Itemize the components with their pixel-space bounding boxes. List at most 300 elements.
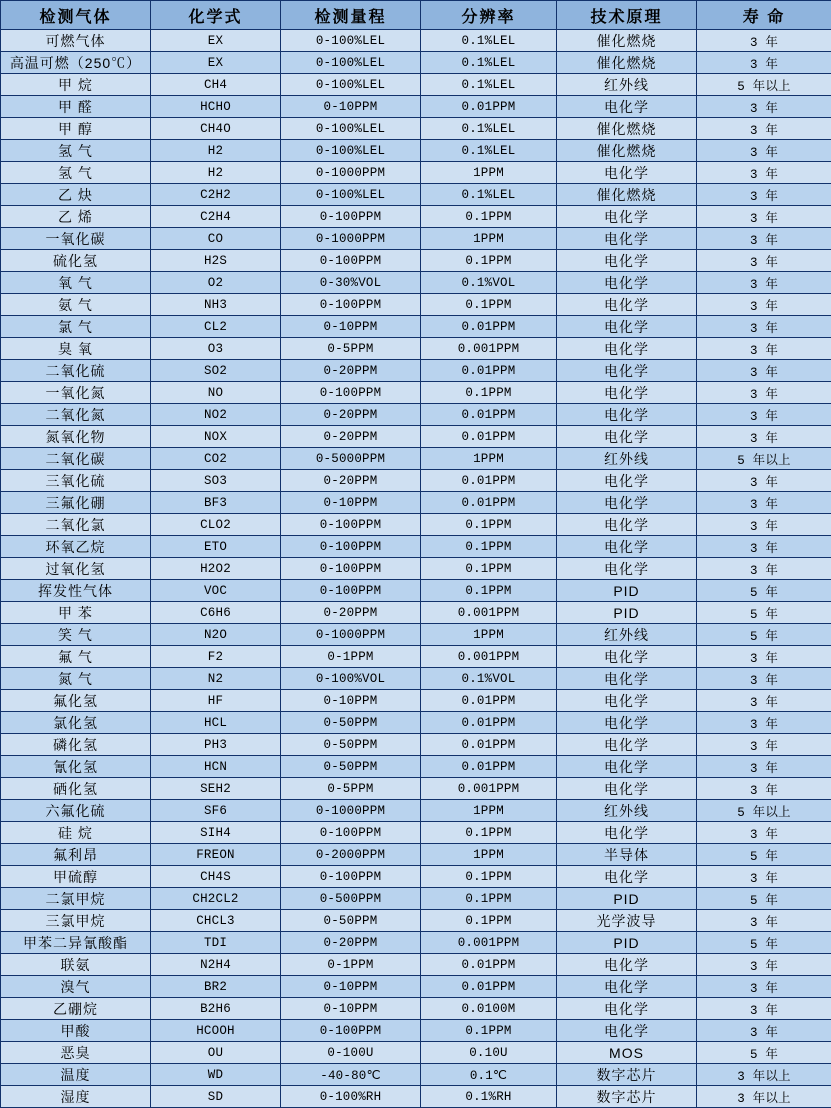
cell-formula: HCOOH <box>151 1020 281 1042</box>
cell-range: 0-30%VOL <box>281 272 421 294</box>
cell-gas: 氨 气 <box>1 294 151 316</box>
cell-gas: 甲 烷 <box>1 74 151 96</box>
cell-gas: 二氧化硫 <box>1 360 151 382</box>
cell-range: 0-100%LEL <box>281 184 421 206</box>
table-row <box>1 316 831 338</box>
cell-principle: 电化学 <box>557 536 697 558</box>
table-row <box>1 844 831 866</box>
cell-resolution: 1PPM <box>421 162 557 184</box>
cell-resolution: 1PPM <box>421 228 557 250</box>
cell-principle: 电化学 <box>557 250 697 272</box>
cell-formula: NOX <box>151 426 281 448</box>
cell-formula: CLO2 <box>151 514 281 536</box>
cell-gas: 一氧化碳 <box>1 228 151 250</box>
table-row <box>1 228 831 250</box>
cell-gas: 氯 气 <box>1 316 151 338</box>
cell-lifetime: 3 年 <box>697 734 831 756</box>
cell-range: 0-5PPM <box>281 338 421 360</box>
cell-range: 0-20PPM <box>281 470 421 492</box>
cell-resolution: 0.1PPM <box>421 866 557 888</box>
cell-range: 0-100PPM <box>281 206 421 228</box>
cell-resolution: 0.01PPM <box>421 492 557 514</box>
table-row <box>1 778 831 800</box>
cell-lifetime: 3 年 <box>697 228 831 250</box>
column-header-lifetime: 寿 命 <box>697 1 831 30</box>
cell-gas: 联氨 <box>1 954 151 976</box>
cell-range: 0-100PPM <box>281 294 421 316</box>
cell-gas: 氟利昂 <box>1 844 151 866</box>
cell-resolution: 0.1%VOL <box>421 668 557 690</box>
cell-range: 0-10PPM <box>281 998 421 1020</box>
cell-principle: 电化学 <box>557 426 697 448</box>
cell-gas: 温度 <box>1 1064 151 1086</box>
cell-resolution: 0.01PPM <box>421 712 557 734</box>
cell-principle: 电化学 <box>557 360 697 382</box>
cell-resolution: 0.1PPM <box>421 910 557 932</box>
table-row <box>1 646 831 668</box>
cell-formula: O2 <box>151 272 281 294</box>
column-header-gas: 检测气体 <box>1 1 151 30</box>
cell-gas: 高温可燃（250℃） <box>1 52 151 74</box>
cell-resolution: 0.1PPM <box>421 294 557 316</box>
cell-principle: 催化燃烧 <box>557 184 697 206</box>
cell-lifetime: 5 年 <box>697 580 831 602</box>
cell-resolution: 0.10U <box>421 1042 557 1064</box>
cell-formula: N2 <box>151 668 281 690</box>
cell-range: 0-50PPM <box>281 712 421 734</box>
cell-range: 0-100PPM <box>281 514 421 536</box>
table-row <box>1 492 831 514</box>
cell-resolution: 1PPM <box>421 624 557 646</box>
cell-gas: 氢 气 <box>1 140 151 162</box>
cell-principle: 电化学 <box>557 338 697 360</box>
cell-range: 0-5PPM <box>281 778 421 800</box>
cell-lifetime: 3 年 <box>697 778 831 800</box>
cell-resolution: 0.1%LEL <box>421 184 557 206</box>
cell-range: -40-80℃ <box>281 1064 421 1086</box>
cell-gas: 乙硼烷 <box>1 998 151 1020</box>
cell-lifetime: 3 年 <box>697 756 831 778</box>
cell-resolution: 0.001PPM <box>421 646 557 668</box>
cell-gas: 甲酸 <box>1 1020 151 1042</box>
cell-gas: 恶臭 <box>1 1042 151 1064</box>
cell-principle: 催化燃烧 <box>557 52 697 74</box>
cell-lifetime: 5 年以上 <box>697 800 831 822</box>
cell-gas: 氮氧化物 <box>1 426 151 448</box>
cell-range: 0-5000PPM <box>281 448 421 470</box>
cell-gas: 一氧化氮 <box>1 382 151 404</box>
cell-formula: CO <box>151 228 281 250</box>
cell-resolution: 0.01PPM <box>421 756 557 778</box>
cell-gas: 可燃气体 <box>1 30 151 52</box>
cell-range: 0-100%VOL <box>281 668 421 690</box>
cell-formula: CL2 <box>151 316 281 338</box>
table-row <box>1 118 831 140</box>
cell-principle: PID <box>557 932 697 954</box>
table-row <box>1 976 831 998</box>
cell-range: 0-10PPM <box>281 976 421 998</box>
cell-range: 0-2000PPM <box>281 844 421 866</box>
cell-range: 0-100PPM <box>281 382 421 404</box>
cell-range: 0-50PPM <box>281 910 421 932</box>
table-row <box>1 404 831 426</box>
cell-gas: 硫化氢 <box>1 250 151 272</box>
cell-resolution: 0.1PPM <box>421 536 557 558</box>
cell-principle: 电化学 <box>557 272 697 294</box>
cell-lifetime: 3 年 <box>697 140 831 162</box>
cell-resolution: 0.01PPM <box>421 316 557 338</box>
cell-range: 0-100%RH <box>281 1086 421 1108</box>
cell-gas: 硅 烷 <box>1 822 151 844</box>
table-row <box>1 448 831 470</box>
cell-formula: HCHO <box>151 96 281 118</box>
table-row <box>1 998 831 1020</box>
cell-lifetime: 5 年 <box>697 602 831 624</box>
cell-range: 0-100%LEL <box>281 140 421 162</box>
table-row <box>1 514 831 536</box>
table-row <box>1 602 831 624</box>
cell-resolution: 0.01PPM <box>421 404 557 426</box>
cell-gas: 二氯甲烷 <box>1 888 151 910</box>
cell-lifetime: 3 年 <box>697 976 831 998</box>
cell-lifetime: 3 年 <box>697 30 831 52</box>
cell-lifetime: 3 年 <box>697 206 831 228</box>
cell-lifetime: 3 年 <box>697 998 831 1020</box>
cell-gas: 氟化氢 <box>1 690 151 712</box>
cell-gas: 氢 气 <box>1 162 151 184</box>
cell-formula: C2H4 <box>151 206 281 228</box>
cell-principle: 电化学 <box>557 822 697 844</box>
cell-resolution: 0.1PPM <box>421 206 557 228</box>
cell-lifetime: 3 年 <box>697 690 831 712</box>
cell-range: 0-100%LEL <box>281 118 421 140</box>
cell-range: 0-100U <box>281 1042 421 1064</box>
cell-formula: BF3 <box>151 492 281 514</box>
cell-resolution: 0.1%LEL <box>421 74 557 96</box>
cell-principle: 电化学 <box>557 866 697 888</box>
table-row <box>1 184 831 206</box>
table-row <box>1 162 831 184</box>
cell-principle: 数字芯片 <box>557 1064 697 1086</box>
cell-lifetime: 3 年 <box>697 492 831 514</box>
cell-gas: 甲 醛 <box>1 96 151 118</box>
cell-lifetime: 5 年 <box>697 1042 831 1064</box>
cell-formula: PH3 <box>151 734 281 756</box>
table-row <box>1 30 831 52</box>
cell-resolution: 0.0100M <box>421 998 557 1020</box>
cell-resolution: 0.1%LEL <box>421 140 557 162</box>
table-row <box>1 1020 831 1042</box>
cell-resolution: 0.001PPM <box>421 932 557 954</box>
cell-formula: HF <box>151 690 281 712</box>
column-header-formula: 化学式 <box>151 1 281 30</box>
cell-gas: 氯化氢 <box>1 712 151 734</box>
cell-gas: 溴气 <box>1 976 151 998</box>
cell-lifetime: 3 年 <box>697 250 831 272</box>
cell-lifetime: 3 年 <box>697 184 831 206</box>
cell-range: 0-100PPM <box>281 580 421 602</box>
cell-principle: 电化学 <box>557 96 697 118</box>
cell-principle: 催化燃烧 <box>557 30 697 52</box>
table-row <box>1 668 831 690</box>
cell-formula: EX <box>151 52 281 74</box>
cell-range: 0-100PPM <box>281 1020 421 1042</box>
cell-resolution: 0.001PPM <box>421 778 557 800</box>
cell-resolution: 0.1%VOL <box>421 272 557 294</box>
cell-range: 0-20PPM <box>281 602 421 624</box>
cell-gas: 六氟化硫 <box>1 800 151 822</box>
cell-principle: MOS <box>557 1042 697 1064</box>
cell-resolution: 0.1PPM <box>421 822 557 844</box>
cell-resolution: 0.1PPM <box>421 1020 557 1042</box>
table-row <box>1 1042 831 1064</box>
cell-range: 0-100PPM <box>281 866 421 888</box>
table-header-row <box>1 1 831 30</box>
cell-lifetime: 3 年 <box>697 1020 831 1042</box>
cell-formula: CH4S <box>151 866 281 888</box>
cell-principle: 电化学 <box>557 756 697 778</box>
cell-range: 0-100PPM <box>281 250 421 272</box>
cell-principle: 电化学 <box>557 998 697 1020</box>
cell-lifetime: 5 年 <box>697 932 831 954</box>
cell-formula: F2 <box>151 646 281 668</box>
cell-formula: WD <box>151 1064 281 1086</box>
cell-range: 0-10PPM <box>281 492 421 514</box>
cell-principle: 红外线 <box>557 74 697 96</box>
cell-range: 0-500PPM <box>281 888 421 910</box>
cell-range: 0-100PPM <box>281 822 421 844</box>
table-row <box>1 932 831 954</box>
cell-resolution: 0.01PPM <box>421 734 557 756</box>
cell-principle: 电化学 <box>557 954 697 976</box>
cell-lifetime: 3 年 <box>697 162 831 184</box>
column-header-principle: 技术原理 <box>557 1 697 30</box>
cell-range: 0-10PPM <box>281 96 421 118</box>
cell-range: 0-1000PPM <box>281 228 421 250</box>
cell-principle: 电化学 <box>557 712 697 734</box>
table-row <box>1 360 831 382</box>
cell-principle: 红外线 <box>557 800 697 822</box>
cell-gas: 三氟化硼 <box>1 492 151 514</box>
cell-resolution: 1PPM <box>421 800 557 822</box>
cell-gas: 笑 气 <box>1 624 151 646</box>
table-row <box>1 624 831 646</box>
cell-lifetime: 3 年 <box>697 272 831 294</box>
cell-gas: 二氧化氮 <box>1 404 151 426</box>
cell-formula: H2S <box>151 250 281 272</box>
cell-lifetime: 3 年 <box>697 910 831 932</box>
cell-principle: 电化学 <box>557 470 697 492</box>
cell-principle: 电化学 <box>557 294 697 316</box>
table-row <box>1 272 831 294</box>
table-row <box>1 558 831 580</box>
cell-principle: 催化燃烧 <box>557 140 697 162</box>
cell-gas: 三氧化硫 <box>1 470 151 492</box>
cell-resolution: 0.1%LEL <box>421 52 557 74</box>
cell-formula: H2O2 <box>151 558 281 580</box>
cell-lifetime: 5 年 <box>697 888 831 910</box>
cell-range: 0-100%LEL <box>281 52 421 74</box>
cell-resolution: 0.1PPM <box>421 514 557 536</box>
cell-gas: 氰化氢 <box>1 756 151 778</box>
cell-resolution: 0.01PPM <box>421 426 557 448</box>
cell-formula: N2H4 <box>151 954 281 976</box>
cell-formula: H2 <box>151 162 281 184</box>
cell-gas: 乙 炔 <box>1 184 151 206</box>
cell-gas: 甲 醇 <box>1 118 151 140</box>
cell-range: 0-50PPM <box>281 756 421 778</box>
cell-lifetime: 3 年 <box>697 822 831 844</box>
cell-lifetime: 3 年 <box>697 118 831 140</box>
cell-gas: 臭 氧 <box>1 338 151 360</box>
cell-resolution: 0.001PPM <box>421 602 557 624</box>
cell-formula: O3 <box>151 338 281 360</box>
cell-formula: TDI <box>151 932 281 954</box>
cell-lifetime: 3 年 <box>697 360 831 382</box>
table-row <box>1 96 831 118</box>
cell-formula: H2 <box>151 140 281 162</box>
table-row <box>1 52 831 74</box>
cell-lifetime: 3 年 <box>697 294 831 316</box>
cell-range: 0-20PPM <box>281 360 421 382</box>
cell-lifetime: 3 年以上 <box>697 1064 831 1086</box>
cell-resolution: 0.1PPM <box>421 382 557 404</box>
cell-gas: 氮 气 <box>1 668 151 690</box>
cell-lifetime: 3 年 <box>697 426 831 448</box>
cell-gas: 湿度 <box>1 1086 151 1108</box>
cell-principle: 电化学 <box>557 1020 697 1042</box>
cell-formula: SO2 <box>151 360 281 382</box>
cell-gas: 甲硫醇 <box>1 866 151 888</box>
cell-principle: 电化学 <box>557 646 697 668</box>
cell-lifetime: 3 年 <box>697 712 831 734</box>
table-row <box>1 954 831 976</box>
cell-resolution: 0.1PPM <box>421 558 557 580</box>
table-row <box>1 822 831 844</box>
cell-formula: NH3 <box>151 294 281 316</box>
cell-lifetime: 3 年 <box>697 316 831 338</box>
table-row <box>1 382 831 404</box>
cell-range: 0-20PPM <box>281 426 421 448</box>
cell-resolution: 0.1%LEL <box>421 30 557 52</box>
cell-formula: C6H6 <box>151 602 281 624</box>
cell-lifetime: 3 年 <box>697 470 831 492</box>
table-header <box>1 1 831 30</box>
cell-principle: 电化学 <box>557 778 697 800</box>
cell-gas: 甲 苯 <box>1 602 151 624</box>
table-row <box>1 74 831 96</box>
cell-formula: C2H2 <box>151 184 281 206</box>
cell-lifetime: 3 年 <box>697 382 831 404</box>
cell-resolution: 0.01PPM <box>421 976 557 998</box>
cell-gas: 三氯甲烷 <box>1 910 151 932</box>
table-row <box>1 756 831 778</box>
cell-gas: 过氧化氢 <box>1 558 151 580</box>
cell-formula: HCL <box>151 712 281 734</box>
cell-formula: CO2 <box>151 448 281 470</box>
cell-gas: 挥发性气体 <box>1 580 151 602</box>
cell-principle: 半导体 <box>557 844 697 866</box>
cell-range: 0-1000PPM <box>281 162 421 184</box>
cell-resolution: 0.1PPM <box>421 888 557 910</box>
cell-principle: 催化燃烧 <box>557 118 697 140</box>
cell-formula: BR2 <box>151 976 281 998</box>
cell-range: 0-1000PPM <box>281 624 421 646</box>
cell-gas: 乙 烯 <box>1 206 151 228</box>
cell-lifetime: 3 年以上 <box>697 1086 831 1108</box>
cell-lifetime: 3 年 <box>697 866 831 888</box>
cell-resolution: 0.01PPM <box>421 360 557 382</box>
cell-lifetime: 3 年 <box>697 646 831 668</box>
cell-principle: 电化学 <box>557 316 697 338</box>
cell-formula: B2H6 <box>151 998 281 1020</box>
cell-range: 0-100PPM <box>281 536 421 558</box>
table-row <box>1 338 831 360</box>
cell-gas: 二氧化碳 <box>1 448 151 470</box>
cell-lifetime: 3 年 <box>697 404 831 426</box>
cell-formula: CH4 <box>151 74 281 96</box>
table-row <box>1 690 831 712</box>
cell-resolution: 0.01PPM <box>421 690 557 712</box>
table-row <box>1 888 831 910</box>
cell-formula: HCN <box>151 756 281 778</box>
cell-lifetime: 5 年以上 <box>697 74 831 96</box>
cell-principle: PID <box>557 580 697 602</box>
cell-principle: 电化学 <box>557 382 697 404</box>
cell-resolution: 1PPM <box>421 448 557 470</box>
cell-lifetime: 3 年 <box>697 514 831 536</box>
table-row <box>1 140 831 162</box>
cell-formula: SEH2 <box>151 778 281 800</box>
table-row <box>1 734 831 756</box>
cell-formula: SIH4 <box>151 822 281 844</box>
cell-range: 0-100PPM <box>281 558 421 580</box>
cell-formula: NO <box>151 382 281 404</box>
cell-principle: 红外线 <box>557 624 697 646</box>
cell-principle: 光学波导 <box>557 910 697 932</box>
cell-gas: 氧 气 <box>1 272 151 294</box>
cell-lifetime: 3 年 <box>697 558 831 580</box>
cell-formula: SO3 <box>151 470 281 492</box>
cell-principle: 电化学 <box>557 690 697 712</box>
cell-formula: SF6 <box>151 800 281 822</box>
cell-range: 0-20PPM <box>281 932 421 954</box>
cell-lifetime: 5 年 <box>697 624 831 646</box>
cell-principle: 电化学 <box>557 206 697 228</box>
cell-formula: CH2CL2 <box>151 888 281 910</box>
cell-formula: FREON <box>151 844 281 866</box>
cell-gas: 环氧乙烷 <box>1 536 151 558</box>
cell-gas: 硒化氢 <box>1 778 151 800</box>
table-row <box>1 470 831 492</box>
cell-formula: N2O <box>151 624 281 646</box>
cell-principle: 电化学 <box>557 514 697 536</box>
table-row <box>1 910 831 932</box>
cell-lifetime: 3 年 <box>697 954 831 976</box>
cell-principle: PID <box>557 602 697 624</box>
cell-resolution: 0.1℃ <box>421 1064 557 1086</box>
cell-lifetime: 3 年 <box>697 52 831 74</box>
cell-lifetime: 3 年 <box>697 338 831 360</box>
cell-lifetime: 5 年以上 <box>697 448 831 470</box>
cell-formula: NO2 <box>151 404 281 426</box>
cell-principle: 电化学 <box>557 404 697 426</box>
table-row <box>1 294 831 316</box>
cell-formula: EX <box>151 30 281 52</box>
cell-lifetime: 3 年 <box>697 96 831 118</box>
cell-formula: CHCL3 <box>151 910 281 932</box>
cell-range: 0-20PPM <box>281 404 421 426</box>
